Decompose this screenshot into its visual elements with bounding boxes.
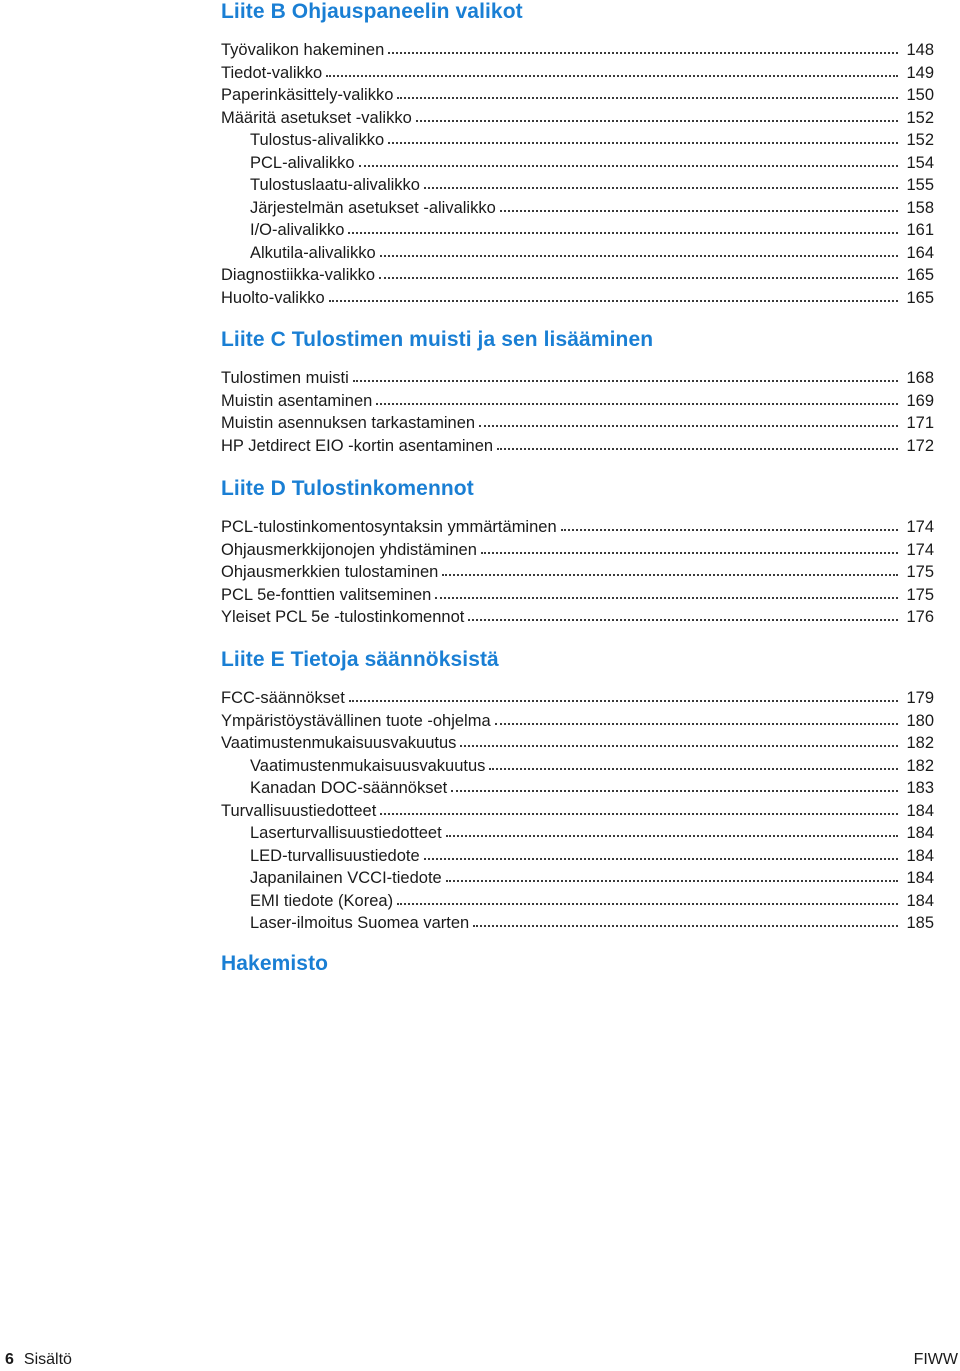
footer-section-label: Sisältö [23, 1351, 72, 1368]
toc-entry-page-number: 168 [906, 369, 934, 387]
dot-leader [446, 880, 898, 882]
toc-entry[interactable] [221, 264, 934, 286]
toc-entry[interactable] [250, 777, 934, 799]
toc-entry[interactable] [250, 174, 934, 196]
dot-leader [451, 790, 898, 792]
dot-leader [380, 255, 898, 257]
dot-leader [446, 835, 898, 837]
dot-leader [500, 210, 898, 212]
toc-entry-title: Tiedot-valikko [221, 63, 323, 82]
toc-entry-title: PCL-alivalikko [250, 153, 355, 172]
dot-leader [376, 403, 898, 405]
toc-entry[interactable] [250, 867, 934, 889]
toc-entry-title: Tulostimen muisti [221, 369, 349, 387]
toc-entry[interactable] [221, 687, 934, 709]
toc-entry[interactable] [221, 287, 934, 309]
toc-entry[interactable] [221, 107, 934, 129]
toc-entry-page-number: 155 [906, 176, 934, 194]
toc-entry-page-number: 171 [906, 414, 934, 432]
toc-entry-title: Laser-ilmoitus Suomea varten [250, 914, 470, 932]
toc-entry-page-number: 180 [906, 711, 934, 730]
toc-entry[interactable] [250, 129, 934, 151]
toc-entry-title: Tulostuslaatu-alivalikko [250, 176, 420, 194]
dot-leader [481, 552, 898, 554]
footer-page-number: 6 [5, 1351, 14, 1368]
section-heading: Hakemisto [221, 952, 329, 975]
dot-leader [359, 165, 898, 167]
dot-leader [460, 745, 898, 747]
toc-entry[interactable] [250, 242, 934, 264]
dot-leader [435, 597, 898, 599]
toc-entry[interactable] [250, 912, 934, 934]
toc-entry-page-number: 176 [906, 608, 934, 626]
toc-entry-title: Japanilainen VCCI-tiedote [250, 869, 442, 887]
toc-entry-page-number: 175 [906, 585, 934, 604]
toc-entry[interactable] [250, 822, 934, 844]
toc-entry[interactable] [221, 800, 934, 822]
toc-entry-title: Paperinkäsittely-valikko [221, 86, 394, 104]
toc-entry-title: Muistin asentaminen [221, 391, 373, 410]
toc-entry-page-number: 184 [906, 869, 934, 887]
dot-leader [424, 187, 898, 189]
dot-leader [348, 232, 898, 234]
dot-leader [326, 75, 898, 77]
toc-entry-title: Turvallisuustiedotteet [221, 801, 377, 820]
toc-entry-page-number: 152 [906, 108, 934, 127]
toc-entry-page-number: 182 [906, 756, 934, 775]
toc-entry-page-number: 149 [906, 63, 934, 82]
toc-entry-page-number: 184 [906, 846, 934, 865]
toc-entry[interactable] [221, 412, 934, 434]
toc-entry-page-number: 174 [906, 518, 934, 536]
toc-entry-title: Alkutila-alivalikko [250, 243, 376, 262]
toc-entry[interactable] [250, 152, 934, 174]
toc-entry-page-number: 165 [906, 288, 934, 307]
toc-entry[interactable] [221, 367, 934, 389]
toc-entry-page-number: 148 [906, 41, 934, 59]
dot-leader [495, 723, 898, 725]
dot-leader [442, 574, 898, 576]
toc-entry-page-number: 174 [906, 540, 934, 559]
toc-entry[interactable] [221, 539, 934, 561]
dot-leader [397, 97, 898, 99]
toc-entry-title: FCC-säännökset [221, 689, 345, 707]
section-heading: Liite C Tulostimen muisti ja sen lisääminen [221, 328, 654, 351]
toc-entry-page-number: 184 [906, 801, 934, 820]
toc-entry-page-number: 179 [906, 689, 934, 707]
toc-entry[interactable] [250, 197, 934, 219]
toc-entry-title: Huolto-valikko [221, 288, 325, 307]
dot-leader [353, 380, 898, 382]
toc-entry-title: Tulostus-alivalikko [250, 131, 385, 149]
section-heading: Liite D Tulostinkomennot [221, 477, 474, 500]
toc-entry-page-number: 184 [906, 824, 934, 842]
toc-entry-title: Vaatimustenmukaisuusvakuutus [221, 734, 457, 752]
dot-leader [388, 52, 898, 54]
dot-leader [489, 768, 898, 770]
toc-entry-title: HP Jetdirect EIO -kortin asentaminen [221, 436, 494, 455]
toc-entry-page-number: 183 [906, 779, 934, 797]
toc-entry[interactable] [221, 584, 934, 606]
toc-entry[interactable] [221, 561, 934, 583]
toc-entry-page-number: 158 [906, 198, 934, 217]
toc-entry-title: EMI tiedote (Korea) [250, 891, 394, 910]
toc-entry[interactable] [250, 755, 934, 777]
toc-entry[interactable] [221, 516, 934, 538]
toc-entry-page-number: 164 [906, 243, 934, 262]
dot-leader [497, 448, 898, 450]
toc-entry[interactable] [250, 219, 934, 241]
toc-entry[interactable] [221, 732, 934, 754]
footer-document-code: FIWW [913, 1351, 958, 1368]
dot-leader [479, 425, 898, 427]
toc-entry-page-number: 150 [906, 86, 934, 104]
toc-entry-title: Laserturvallisuustiedotteet [250, 824, 442, 842]
toc-entry-title: Työvalikon hakeminen [221, 41, 385, 59]
toc-entry-page-number: 169 [906, 391, 934, 410]
toc-entry-title: Määritä asetukset -valikko [221, 108, 412, 127]
dot-leader [424, 858, 898, 860]
toc-entry-title: Vaatimustenmukaisuusvakuutus [250, 756, 486, 775]
toc-entry-title: PCL 5e-fonttien valitseminen [221, 585, 432, 604]
toc-entry[interactable] [221, 62, 934, 84]
dot-leader [473, 925, 898, 927]
section-heading: Liite E Tietoja säännöksistä [221, 648, 499, 671]
toc-entry-title: Ohjausmerkkien tulostaminen [221, 563, 439, 581]
toc-entry-title: PCL-tulostinkomentosyntaksin ymmärtäminen [221, 518, 557, 536]
dot-leader [329, 300, 898, 302]
toc-entry-title: Kanadan DOC-säännökset [250, 779, 448, 797]
toc-entry-page-number: 185 [906, 914, 934, 932]
toc-entry-page-number: 152 [906, 131, 934, 149]
toc-entry-title: Ohjausmerkkijonojen yhdistäminen [221, 540, 477, 559]
toc-entry-title: LED-turvallisuustiedote [250, 846, 420, 865]
toc-entry-page-number: 182 [906, 734, 934, 752]
dot-leader [397, 903, 898, 905]
toc-entry-page-number: 161 [906, 221, 934, 239]
toc-entry-title: Järjestelmän asetukset -alivalikko [250, 198, 496, 217]
toc-entry-page-number: 172 [906, 436, 934, 455]
toc-entry-page-number: 184 [906, 891, 934, 910]
toc-entry[interactable] [221, 84, 934, 106]
dot-leader [416, 120, 898, 122]
toc-entry[interactable] [250, 845, 934, 867]
toc-entry[interactable] [250, 890, 934, 912]
dot-leader [380, 813, 898, 815]
toc-entry[interactable] [221, 435, 934, 457]
toc-entry-page-number: 154 [906, 153, 934, 172]
toc-entry-title: Yleiset PCL 5e -tulostinkomennot [221, 608, 465, 626]
toc-entry[interactable] [221, 606, 934, 628]
dot-leader [379, 277, 898, 279]
toc-entry-page-number: 175 [906, 563, 934, 581]
toc-entry[interactable] [221, 710, 934, 732]
toc-entry[interactable] [221, 39, 934, 61]
toc-entry-title: Muistin asennuksen tarkastaminen [221, 414, 476, 432]
dot-leader [388, 142, 898, 144]
toc-entry-title: Ympäristöystävällinen tuote -ohjelma [221, 711, 491, 730]
dot-leader [468, 619, 898, 621]
toc-entry-title: I/O-alivalikko [250, 221, 345, 239]
page-footer-left [5, 1351, 72, 1369]
dot-leader [561, 529, 898, 531]
toc-entry-title: Diagnostiikka-valikko [221, 266, 376, 284]
toc-entry-page-number: 165 [906, 266, 934, 284]
toc-entry[interactable] [221, 390, 934, 412]
dot-leader [349, 700, 898, 702]
section-heading: Liite B Ohjauspaneelin valikot [221, 0, 523, 23]
